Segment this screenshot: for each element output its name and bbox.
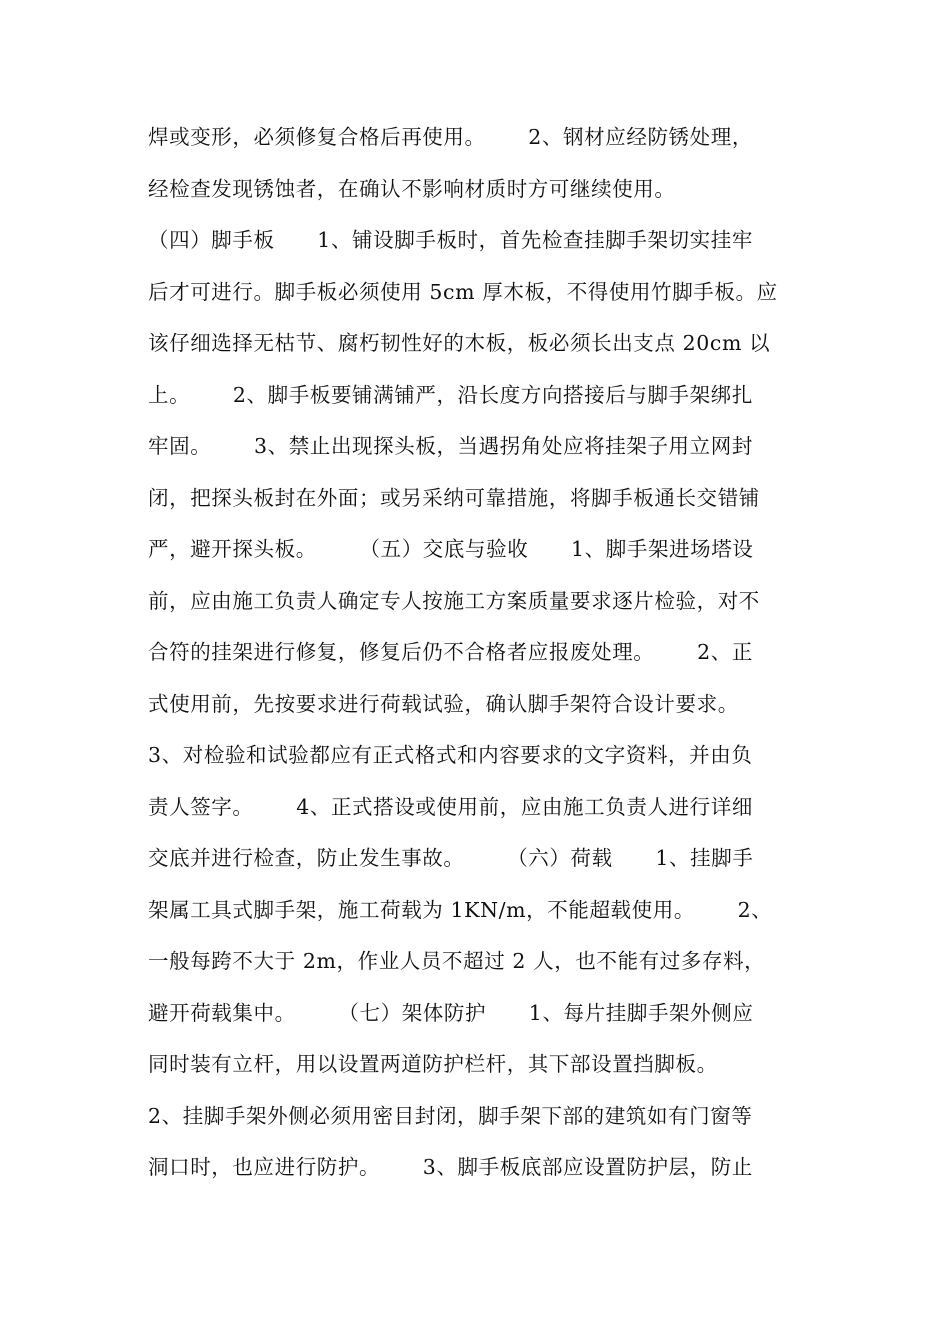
text-line: 2、挂脚手架外侧必须用密目封闭，脚手架下部的建筑如有门窗等: [148, 1103, 753, 1128]
text-line: 3、对检验和试验都应有正式格式和内容要求的文字资料，并由负: [148, 743, 753, 767]
text-line: 交底并进行检查，防止发生事故。 （六）荷载 1、挂脚手: [148, 846, 754, 870]
text-line: 该仔细选择无枯节、腐朽韧性好的木板，板必须长出支点 20cm 以: [148, 331, 771, 355]
text-line: 一般每跨不大于 2m，作业人员不超过 2 人，也不能有过多存料，: [148, 949, 766, 973]
text-line: 经检查发现锈蚀者，在确认不影响材质时方可继续使用。: [148, 176, 676, 201]
text-line: 同时装有立杆，用以设置两道防护栏杆，其下部设置挡脚板。: [148, 1052, 718, 1076]
text-line: 闭，把探头板封在外面；或另采纳可靠措施，将脚手板通长交错铺: [148, 485, 760, 510]
text-line: 合符的挂架进行修复，修复后仍不合格者应报废处理。 2、正: [148, 640, 753, 664]
text-line: 架属工具式脚手架，施工荷载为 1KN/m，不能超载使用。 2、: [148, 897, 773, 922]
text-line: （四）脚手板 1、铺设脚手板时，首先检查挂脚手架切实挂牢: [148, 228, 753, 252]
text-line: 避开荷载集中。 （七）架体防护 1、每片挂脚手架外侧应: [148, 1000, 754, 1025]
body-text: [148, 117, 808, 1199]
text-line: 责人签字。 4、正式搭设或使用前，应由施工负责人进行详细: [148, 794, 753, 819]
text-line: 焊或变形，必须修复合格后再使用。 2、钢材应经防锈处理，: [148, 125, 753, 149]
text-line: 式使用前，先按要求进行荷载试验，确认脚手架符合设计要求。: [148, 691, 739, 716]
text-line: 洞口时，也应进行防护。 3、脚手板底部应设置防护层，防止: [148, 1155, 753, 1179]
text-line: 上。 2、脚手板要铺满铺严，沿长度方向搭接后与脚手架绑扎: [148, 382, 753, 407]
text-line: 严，避开探头板。 （五）交底与验收 1、脚手架进场塔设: [148, 537, 754, 561]
text-line: 后才可进行。脚手板必须使用 5cm 厚木板，不得使用竹脚手板。应: [148, 279, 778, 304]
text-line: 牢固。 3、禁止出现探头板，当遇拐角处应将挂架子用立网封: [148, 434, 753, 458]
text-line: 前，应由施工负责人确定专人按施工方案质量要求逐片检验，对不: [148, 588, 760, 613]
